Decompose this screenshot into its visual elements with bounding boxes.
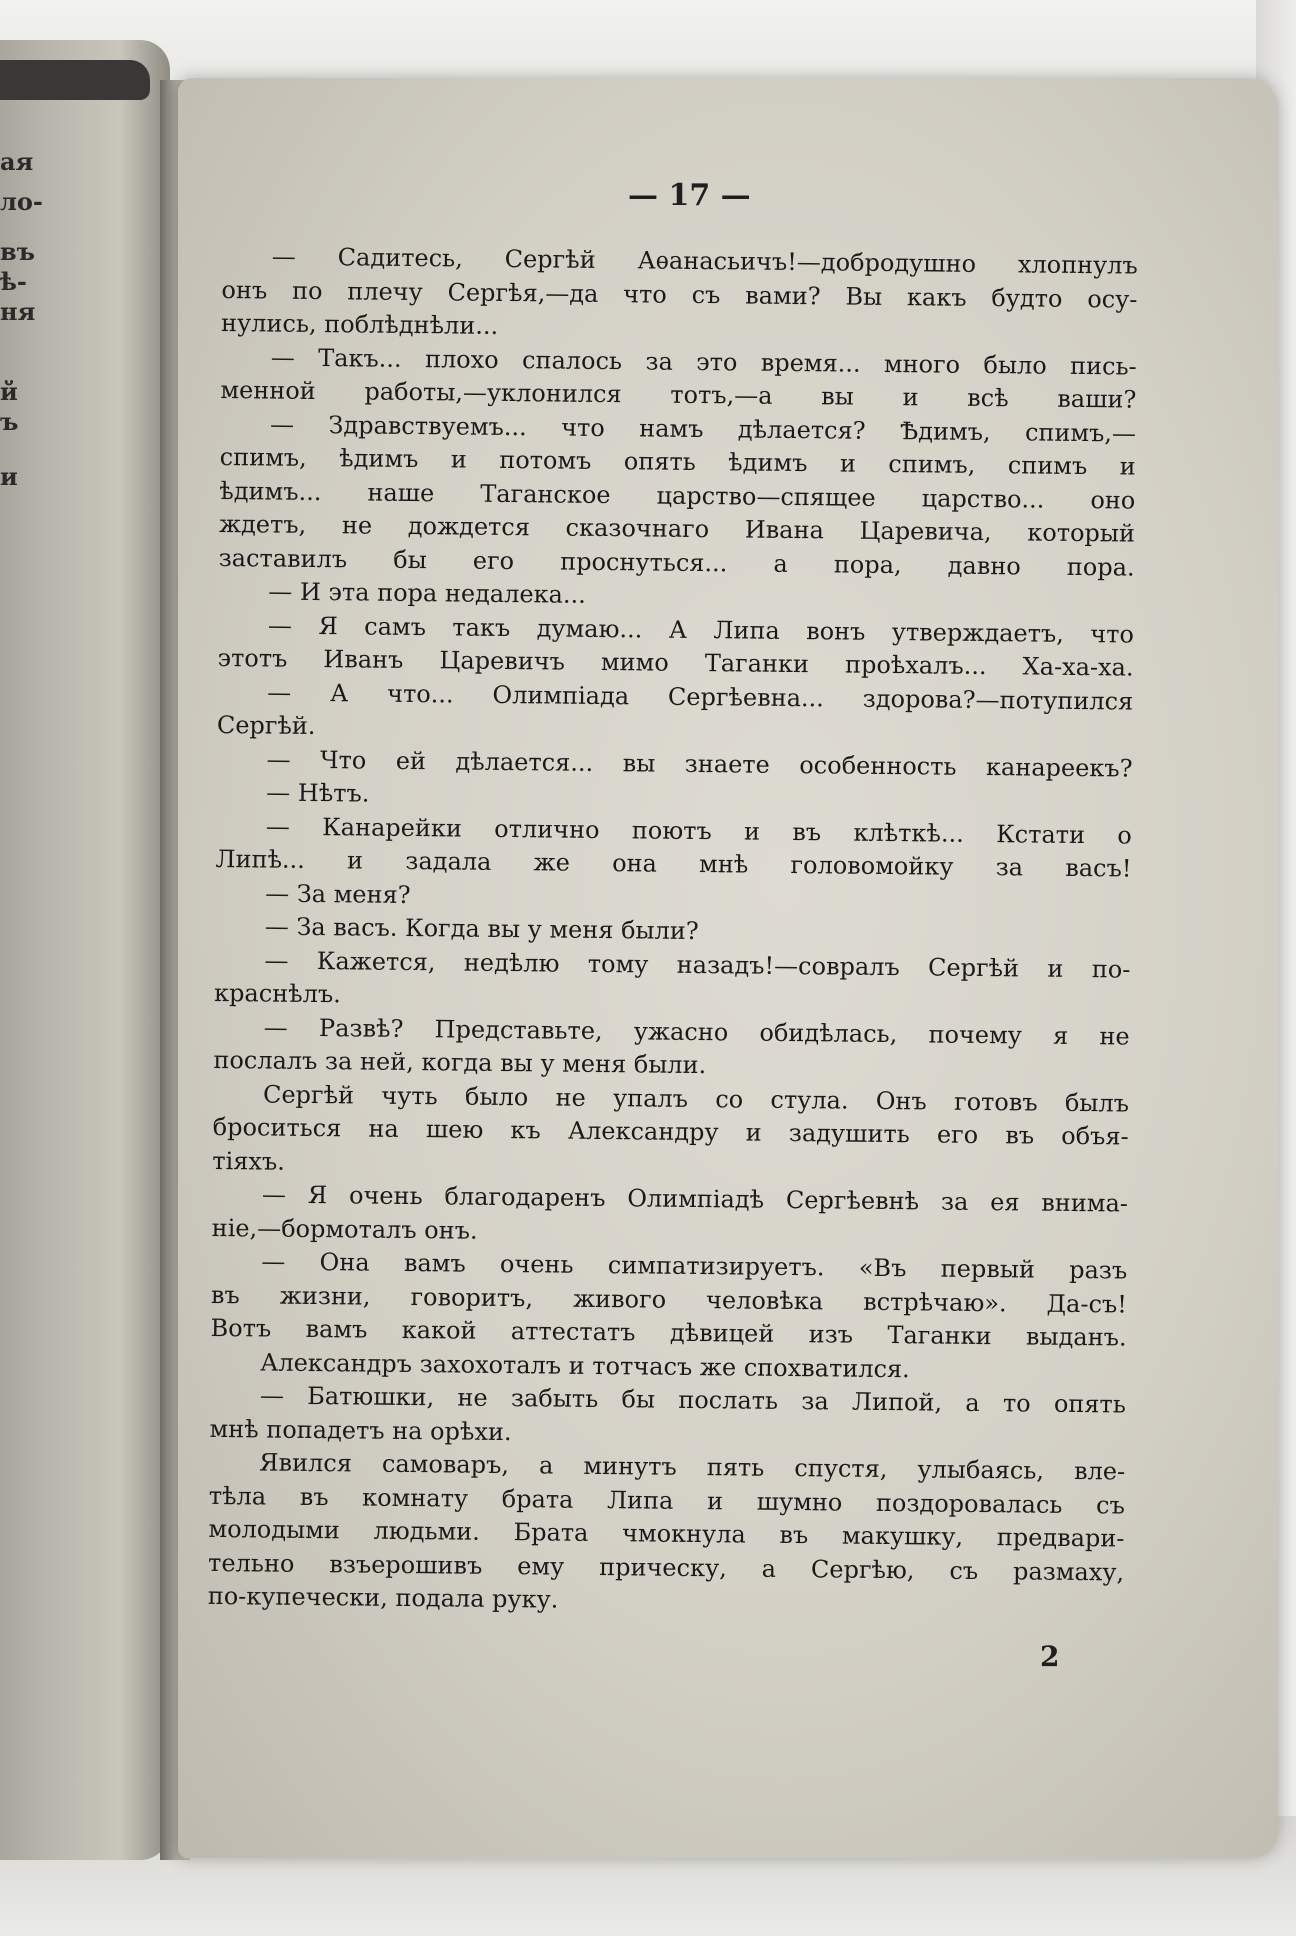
left-page-fragment: ая: [0, 147, 34, 176]
left-page-fragment: и: [0, 462, 18, 491]
left-page-fragment: й: [0, 377, 18, 406]
text-line: Сергѣй.: [216, 710, 316, 741]
text-line: — Батюшки, не забыть бы послать за Липой, а то опять: [259, 1381, 1127, 1419]
text-line: — Здравствуемъ... что намъ дѣлается? Ѣдимъ, спимъ,—: [269, 410, 1137, 448]
text-line: нулись, поблѣднѣли...: [220, 308, 499, 340]
text-line: — Садитесь, Сергѣй Аѳанасьичъ!—добродушно хлопнулъ: [271, 242, 1138, 280]
text-line: краснѣлъ.: [213, 978, 341, 1009]
text-line: — Развѣ? Представьте, ужасно обидѣлась, почему я не: [263, 1012, 1130, 1051]
left-page-fragment: ѣ-: [0, 267, 27, 296]
text-line: — За меня?: [265, 878, 411, 909]
text-line: — Такъ... плохо спалось за это время... много было пись-: [270, 343, 1137, 381]
text-line: броситься на шею къ Александру и задушить его въ объя-: [212, 1112, 1129, 1151]
page-text: [208, 240, 1138, 1623]
text-line: тѣла въ комнату брата Липа и шумно поздоровалась съ: [208, 1481, 1125, 1520]
text-line: тельно взъерошивъ ему прическу, а Сергѣю, съ размаху,: [208, 1548, 1125, 1587]
text-line: Сергѣй чуть было не упалъ со стула. Онъ готовъ былъ: [262, 1079, 1130, 1118]
text-line: въ жизни, говоритъ, живого человѣка встрѣчаю». Да-съ!: [210, 1280, 1128, 1319]
text-line: послалъ за ней, когда вы у меня были.: [213, 1045, 707, 1080]
text-line: Вотъ вамъ какой аттестатъ дѣвицей изъ Таганки выданъ.: [210, 1313, 1127, 1352]
page-number: — 17 —: [628, 178, 751, 213]
text-line: — И эта пора недалека...: [268, 577, 586, 609]
text-line: заставилъ бы его проснуться... а пора, давно пора.: [218, 543, 1135, 582]
text-line: Явился самоваръ, а минутъ пять спустя, улыбаясь, вле-: [259, 1448, 1126, 1486]
text-line: — Я самъ такъ думаю... А Липа вонъ утверждаетъ, что: [267, 611, 1135, 649]
left-page-fragment: ъ: [0, 407, 19, 436]
left-page-fragment: ня: [0, 297, 36, 326]
text-line: — За васъ. Когда вы у меня были?: [264, 912, 699, 946]
text-line: — Кажется, недѣлю тому назадъ!—совралъ Сергѣй и по-: [264, 945, 1131, 984]
text-line: — А что... Олимпіада Сергѣевна... здорова?—потупился: [267, 677, 1134, 716]
text-line: — Что ей дѣлается... вы знаете особенность канареекъ?: [266, 744, 1133, 783]
text-line: Александръ захохоталъ и тотчасъ же спохватился.: [260, 1347, 910, 1383]
text-line: тіяхъ.: [212, 1146, 286, 1176]
text-line: мнѣ попадетъ на орѣхи.: [209, 1414, 512, 1446]
signature-mark: 2: [1040, 1640, 1060, 1673]
text-line: ждетъ, не дождется сказочнаго Ивана Царевича, который: [218, 509, 1136, 548]
text-line: молодыми людьми. Брата чмокнула въ макушку, предвари-: [208, 1514, 1125, 1553]
text-line: Липѣ... и задала же она мнѣ головомойку за васъ!: [215, 844, 1132, 883]
text-line: — Нѣтъ.: [266, 778, 370, 808]
text-line: онъ по плечу Сергѣя,—да что съ вами? Вы какъ будто осу-: [221, 275, 1138, 314]
left-page-edge: [0, 40, 170, 1860]
text-line: ніе,—бормоталъ онъ.: [211, 1213, 478, 1245]
book-cover-edge: [0, 60, 150, 100]
text-line: спимъ, ѣдимъ и потомъ опять ѣдимъ и спимъ, спимъ и: [219, 442, 1136, 481]
text-line: ѣдимъ... наше Таганское царство—спящее царство... оно: [219, 476, 1136, 515]
text-line: — Я очень благодаренъ Олимпіадѣ Сергѣевнѣ за ея внима-: [261, 1180, 1129, 1218]
left-page-fragment: въ: [0, 237, 36, 266]
text-line: менной работы,—уклонился тотъ,—а вы и всѣ ваши?: [220, 375, 1137, 414]
text-line: по-купечески, подала руку.: [207, 1581, 559, 1614]
left-page-fragment: ло-: [0, 187, 43, 216]
text-line: — Канарейки отлично поютъ и въ клѣткѣ... Кстати о: [265, 811, 1132, 850]
text-line: этотъ Иванъ Царевичъ мимо Таганки проѣхалъ... Ха-ха-ха.: [217, 643, 1134, 682]
text-line: — Она вамъ очень симпатизируетъ. «Въ первый разъ: [261, 1247, 1128, 1285]
